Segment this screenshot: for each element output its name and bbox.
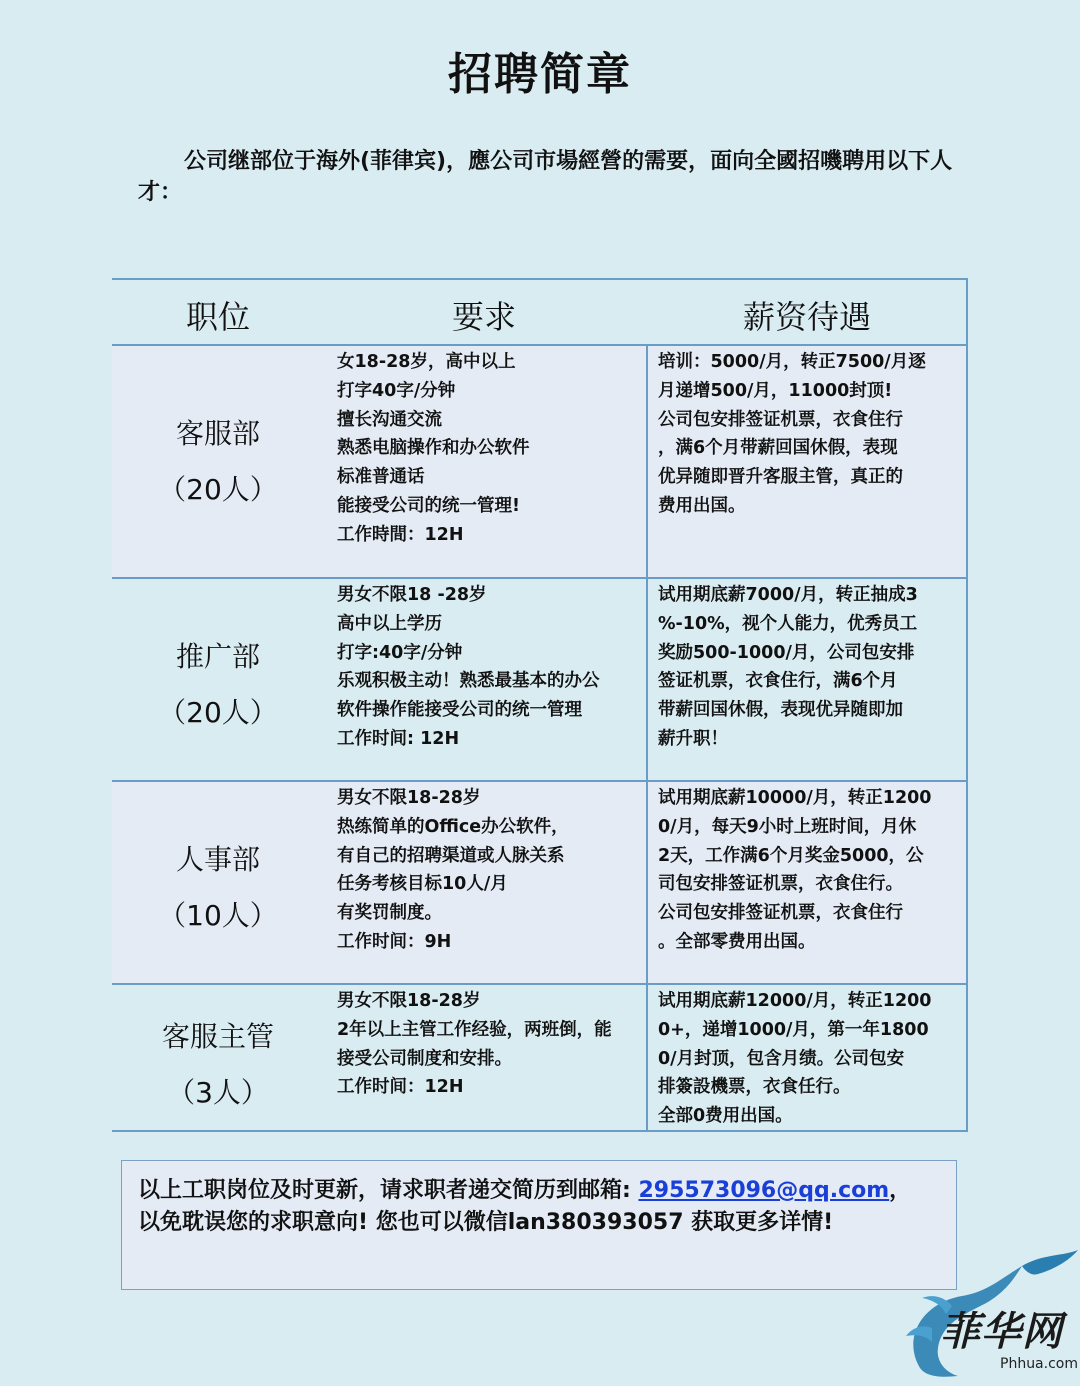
salary-line: 月递增500/月，11000封顶! xyxy=(658,380,893,401)
column-divider xyxy=(646,579,648,780)
footer-notice-box xyxy=(121,1160,957,1290)
requirement-line: 软件操作能接受公司的统一管理 xyxy=(337,700,582,721)
salary-line: 带薪回国休假，表现优异随即加 xyxy=(658,700,903,721)
salary-line: 薪升职！ xyxy=(658,728,728,749)
salary-line: 全部0费用出国。 xyxy=(658,1106,793,1127)
column-divider xyxy=(646,782,648,983)
position-name: 客服主管 xyxy=(161,1020,274,1053)
requirement-line: 工作时间：9H xyxy=(337,931,452,952)
position-count: （10人） xyxy=(158,899,278,932)
requirement-line: 男女不限18 -28岁 xyxy=(337,585,487,605)
column-divider xyxy=(646,985,648,1130)
salary-line: 0+，递增1000/月，第一年1800 xyxy=(658,1019,929,1040)
salary-line: 试用期底薪10000/月，转正1200 xyxy=(658,788,932,808)
table-right-border xyxy=(966,346,968,577)
salary-line: 2天，工作满6个月奖金5000，公 xyxy=(658,845,924,866)
requirements-cell xyxy=(337,784,637,957)
requirement-line: 能接受公司的统一管理! xyxy=(337,495,520,516)
salary-line: 公司包安排签证机票，衣食住行 xyxy=(658,409,903,430)
requirement-line: 女18-28岁，高中以上 xyxy=(337,352,516,372)
salary-line: 0/月封顶，包含月绩。公司包安 xyxy=(658,1048,905,1069)
table-right-border xyxy=(966,782,968,983)
salary-cell xyxy=(658,581,958,754)
requirement-line: 擅长沟通交流 xyxy=(337,409,442,430)
requirement-line: 乐观积极主动！熟悉最基本的办公 xyxy=(337,671,600,692)
position-count: （20人） xyxy=(158,473,278,506)
table-row xyxy=(112,579,968,782)
requirement-line: 有自己的招聘渠道或人脉关系 xyxy=(337,845,565,866)
salary-line: 试用期底薪12000/月，转正1200 xyxy=(658,991,932,1011)
requirement-line: 熟悉电脑操作和办公软件 xyxy=(337,438,530,459)
requirement-line: 男女不限18-28岁 xyxy=(337,788,481,808)
requirements-cell xyxy=(337,348,637,550)
footer-line-1-prefix: 以上工职岗位及时更新，请求职者递交简历到邮箱: xyxy=(138,1178,639,1203)
page-title: 招聘简章 xyxy=(448,49,632,100)
salary-line: ，满6个月带薪回国休假，表现 xyxy=(658,438,898,459)
salary-cell xyxy=(658,784,958,957)
position-count: （3人） xyxy=(167,1076,269,1109)
intro-paragraph xyxy=(138,146,978,208)
salary-line: 0/月，每天9小时上班时间，月休 xyxy=(658,816,917,837)
requirement-line: 接受公司制度和安排。 xyxy=(337,1048,512,1069)
position-name: 客服部 xyxy=(175,417,260,450)
position-cell xyxy=(112,406,324,518)
header-requirements: 要求 xyxy=(451,298,516,336)
table-right-border xyxy=(966,280,968,344)
footer-line-2: 以免耽误您的求职意向! 您也可以微信lan380393057 获取更多详情! xyxy=(138,1210,834,1235)
salary-line: 签证机票，衣食住行，满6个月 xyxy=(658,671,898,692)
salary-line: 公司包安排签证机票，衣食住行 xyxy=(658,903,903,924)
requirement-line: 高中以上学历 xyxy=(337,613,442,634)
header-position: 职位 xyxy=(185,298,250,336)
footer-line-1 xyxy=(138,1175,948,1207)
position-name: 人事部 xyxy=(175,843,260,876)
footer-line-1-suffix: ， xyxy=(889,1178,912,1203)
salary-line: 优异随即晋升客服主管，真正的 xyxy=(658,467,903,488)
requirement-line: 有奖罚制度。 xyxy=(337,903,442,924)
table-row xyxy=(112,782,968,985)
requirement-line: 2年以上主管工作经验，两班倒，能 xyxy=(337,1019,612,1040)
requirements-cell xyxy=(337,987,637,1102)
table-header xyxy=(112,278,968,346)
salary-line: 排簽設機票，衣食任行。 xyxy=(658,1077,851,1098)
watermark-text: 菲华网 xyxy=(940,1308,1063,1355)
salary-cell xyxy=(658,348,958,521)
requirement-line: 工作时间: 12H xyxy=(337,728,460,749)
salary-line: 奖励500-1000/月，公司包安排 xyxy=(658,642,915,663)
column-divider xyxy=(646,346,648,577)
table-right-border xyxy=(966,985,968,1130)
requirement-line: 打字:40字/分钟 xyxy=(337,642,463,663)
requirement-line: 热练简单的Office办公软件， xyxy=(337,816,569,837)
requirement-line: 任务考核目标10人/月 xyxy=(337,874,508,895)
watermark-url: Phhua.com xyxy=(1000,1356,1078,1372)
requirement-line: 男女不限18-28岁 xyxy=(337,991,481,1011)
header-salary: 薪资待遇 xyxy=(742,298,871,336)
recruitment-table xyxy=(112,278,968,1132)
table-row xyxy=(112,346,968,579)
salary-line: 试用期底薪7000/月，转正抽成3 xyxy=(658,585,918,605)
salary-line: 费用出国。 xyxy=(658,495,746,516)
email-link[interactable]: 295573096@qq.com xyxy=(638,1178,890,1203)
position-cell xyxy=(112,832,324,944)
table-row xyxy=(112,985,968,1132)
position-cell xyxy=(112,629,324,741)
salary-line: 培训：5000/月，转正7500/月逐 xyxy=(658,352,926,372)
table-right-border xyxy=(966,579,968,780)
position-name: 推广部 xyxy=(175,640,260,673)
intro-text: 公司继部位于海外(菲律宾)，應公司市場經營的需要，面向全國招嘰聘用以下人才： xyxy=(138,149,953,205)
requirement-line: 工作时间：12H xyxy=(337,1077,464,1098)
salary-line: %-10%，视个人能力，优秀员工 xyxy=(658,613,918,634)
position-count: （20人） xyxy=(158,696,278,729)
salary-cell xyxy=(658,987,958,1131)
salary-line: 。全部零费用出国。 xyxy=(658,931,816,952)
requirement-line: 标准普通话 xyxy=(337,467,425,488)
salary-line: 司包安排签证机票，衣食住行。 xyxy=(658,874,903,895)
requirements-cell xyxy=(337,581,637,754)
requirement-line: 打字40字/分钟 xyxy=(337,380,456,401)
footer-notice-text xyxy=(138,1175,948,1239)
requirement-line: 工作時間：12H xyxy=(337,524,464,545)
position-cell xyxy=(112,1009,324,1121)
